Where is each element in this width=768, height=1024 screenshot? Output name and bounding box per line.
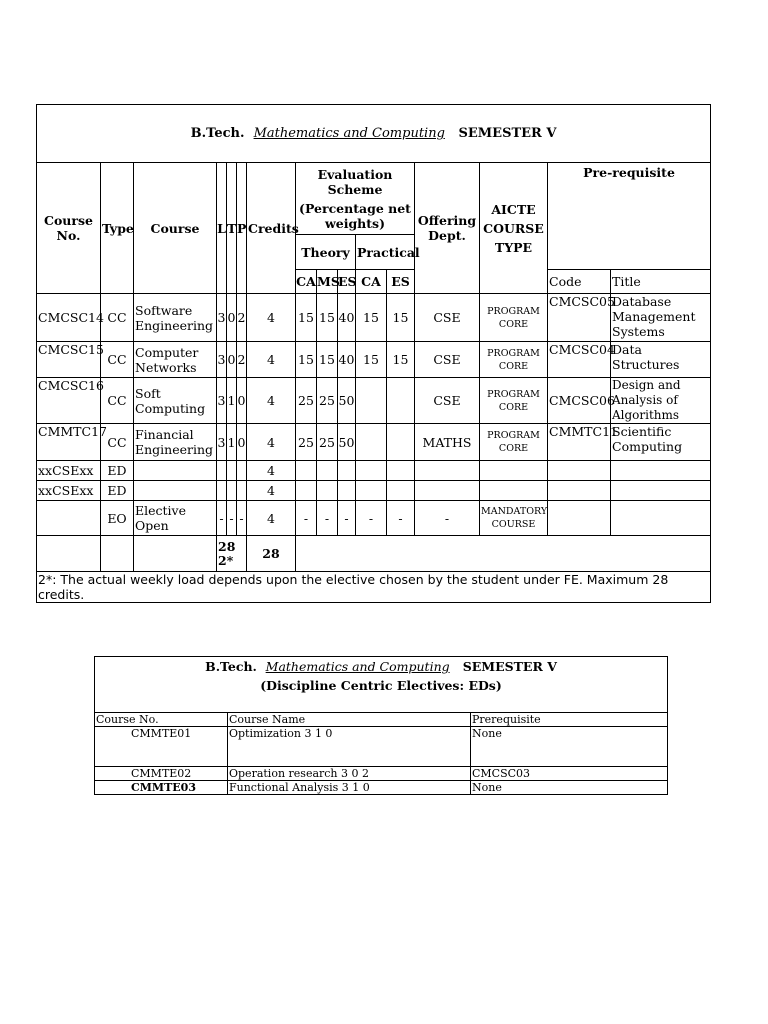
course-p: 0 (237, 378, 247, 424)
footnote: 2*: The actual weekly load depends upon the elective chosen by the student under FE. Maximum 28 credits. (37, 572, 711, 603)
course-p (237, 481, 247, 501)
course-practical-es (387, 461, 415, 481)
course-ms: - (317, 501, 338, 536)
course-type: ED (101, 461, 134, 481)
header-credits: Credits (247, 163, 296, 294)
course-no: CMCSC14 (37, 294, 101, 342)
total-empty-3 (134, 536, 217, 572)
prereq-title: Data Structures (611, 342, 711, 378)
total-row (37, 536, 711, 572)
course-l (217, 481, 227, 501)
table-row (37, 378, 711, 424)
header-prerequisite: Pre-requisite (548, 163, 711, 270)
course-aicte-type: MANDATORY COURSE (480, 501, 548, 536)
prereq-code: CMCSC05 (548, 294, 611, 342)
course-dept (415, 461, 480, 481)
course-aicte-type (480, 461, 548, 481)
course-es: 50 (338, 378, 356, 424)
header-es: ES (338, 270, 356, 294)
course-p: - (237, 501, 247, 536)
header-course-no: Course No. (37, 163, 101, 294)
course-ms: 15 (317, 342, 338, 378)
header-offering-dept: Offering Dept. (415, 163, 480, 294)
table-row (37, 481, 711, 501)
prereq-title: Database Management Systems (611, 294, 711, 342)
elective-header-row (95, 713, 668, 727)
header-course: Course (134, 163, 217, 294)
header-l: L (217, 163, 227, 294)
course-ca (296, 461, 317, 481)
course-t: 0 (227, 294, 237, 342)
course-p: 0 (237, 424, 247, 461)
table-row (95, 781, 668, 795)
title-semester: SEMESTER V (458, 126, 557, 141)
course-practical-ca: 15 (356, 342, 387, 378)
header-code: Code (548, 270, 611, 294)
course-name: Software Engineering (134, 294, 217, 342)
prereq-code (548, 501, 611, 536)
elective-title-semester: SEMESTER V (462, 659, 557, 674)
header-practical-es: ES (387, 270, 415, 294)
elective-table (94, 656, 668, 795)
course-practical-ca (356, 481, 387, 501)
course-p: 2 (237, 294, 247, 342)
course-t: 1 (227, 424, 237, 461)
course-ca: 15 (296, 294, 317, 342)
course-dept: - (415, 501, 480, 536)
course-practical-ca (356, 461, 387, 481)
table-title (37, 105, 711, 163)
prereq-code (548, 461, 611, 481)
course-credits: 4 (247, 481, 296, 501)
course-practical-es (387, 424, 415, 461)
course-t: 1 (227, 378, 237, 424)
course-practical-ca: - (356, 501, 387, 536)
course-aicte-type: PROGRAM CORE (480, 378, 548, 424)
course-type: EO (101, 501, 134, 536)
elective-course-name: Operation research 3 0 2 (228, 767, 471, 781)
elective-title-program: Mathematics and Computing (265, 659, 450, 674)
course-name (134, 481, 217, 501)
course-practical-es: - (387, 501, 415, 536)
course-t: - (227, 501, 237, 536)
course-es: 40 (338, 294, 356, 342)
course-es: 50 (338, 424, 356, 461)
course-aicte-type: PROGRAM CORE (480, 342, 548, 378)
elective-course-name: Optimization 3 1 0 (228, 727, 471, 767)
course-ms: 25 (317, 424, 338, 461)
header-type: Type (101, 163, 134, 294)
course-dept (415, 481, 480, 501)
elective-prereq: None (471, 727, 668, 767)
header-t: T (227, 163, 237, 294)
elective-course-no: CMMTE01 (95, 727, 228, 767)
header-aicte: AICTE COURSE TYPE (480, 163, 548, 294)
course-aicte-type: PROGRAM CORE (480, 424, 548, 461)
header-eval-scheme (296, 163, 415, 235)
course-ms (317, 461, 338, 481)
course-practical-ca (356, 378, 387, 424)
header-course-name: Course Name (228, 713, 471, 727)
course-aicte-type (480, 481, 548, 501)
footnote-row (37, 572, 711, 603)
course-no: CMCSC16 (37, 378, 101, 424)
header-prerequisite: Prerequisite (471, 713, 668, 727)
course-no (37, 501, 101, 536)
table-row (95, 767, 668, 781)
total-ltp: 28 2* (217, 536, 247, 572)
table-row (37, 501, 711, 536)
course-ca: 25 (296, 424, 317, 461)
header-course-no: Course No. (95, 713, 228, 727)
course-p: 2 (237, 342, 247, 378)
course-credits: 4 (247, 424, 296, 461)
course-ms (317, 481, 338, 501)
course-no: xxCSExx (37, 481, 101, 501)
course-type: CC (101, 294, 134, 342)
eval-scheme-label: Evaluation Scheme (317, 166, 393, 197)
title-prefix: B.Tech. (190, 126, 245, 141)
course-no: CMMTC17 (37, 424, 101, 461)
course-name: Computer Networks (134, 342, 217, 378)
prereq-title (611, 461, 711, 481)
course-credits: 4 (247, 378, 296, 424)
course-practical-es (387, 378, 415, 424)
course-l: 3 (217, 294, 227, 342)
course-ca (296, 481, 317, 501)
course-practical-es (387, 481, 415, 501)
total-empty-2 (101, 536, 134, 572)
prereq-code (548, 481, 611, 501)
header-title: Title (611, 270, 711, 294)
elective-prereq: CMCSC03 (471, 767, 668, 781)
course-practical-es: 15 (387, 294, 415, 342)
course-credits: 4 (247, 342, 296, 378)
course-es: 40 (338, 342, 356, 378)
course-type: CC (101, 342, 134, 378)
prereq-title: Design and Analysis of Algorithms (611, 378, 711, 424)
course-l: - (217, 501, 227, 536)
course-t (227, 481, 237, 501)
elective-course-name: Functional Analysis 3 1 0 (228, 781, 471, 795)
header-practical: Practical (356, 235, 415, 270)
course-name: Soft Computing (134, 378, 217, 424)
table-row (95, 727, 668, 767)
header-practical-ca: CA (356, 270, 387, 294)
prereq-code: CMCSC04 (548, 342, 611, 378)
course-credits: 4 (247, 294, 296, 342)
title-program: Mathematics and Computing (253, 126, 445, 141)
course-l: 3 (217, 342, 227, 378)
total-empty-1 (37, 536, 101, 572)
course-ca: 15 (296, 342, 317, 378)
course-type: CC (101, 378, 134, 424)
total-credits: 28 (247, 536, 296, 572)
course-aicte-type: PROGRAM CORE (480, 294, 548, 342)
course-dept: CSE (415, 294, 480, 342)
header-ms: MS (317, 270, 338, 294)
course-dept: CSE (415, 378, 480, 424)
header-row (37, 163, 711, 235)
course-name: Financial Engineering (134, 424, 217, 461)
header-theory: Theory (296, 235, 356, 270)
elective-title-prefix: B.Tech. (205, 659, 257, 674)
course-credits: 4 (247, 461, 296, 481)
course-es: - (338, 501, 356, 536)
prereq-title: Scientific Computing (611, 424, 711, 461)
course-practical-ca: 15 (356, 294, 387, 342)
prereq-title (611, 501, 711, 536)
elective-course-no: CMMTE03 (95, 781, 228, 795)
table-row (37, 294, 711, 342)
table-row (37, 424, 711, 461)
elective-prereq: None (471, 781, 668, 795)
table-title-row (37, 105, 711, 163)
course-no: CMCSC15 (37, 342, 101, 378)
table-row (37, 342, 711, 378)
course-ca: 25 (296, 378, 317, 424)
elective-title (95, 657, 668, 713)
elective-subtitle: (Discipline Centric Electives: EDs) (260, 678, 502, 693)
course-practical-ca (356, 424, 387, 461)
course-credits: 4 (247, 501, 296, 536)
semester-course-table (36, 104, 711, 603)
prereq-title (611, 481, 711, 501)
course-p (237, 461, 247, 481)
course-name (134, 461, 217, 481)
course-es (338, 481, 356, 501)
elective-course-no: CMMTE02 (95, 767, 228, 781)
header-p: P (237, 163, 247, 294)
course-t (227, 461, 237, 481)
course-dept: CSE (415, 342, 480, 378)
course-type: ED (101, 481, 134, 501)
prereq-code: CMCSC06 (548, 378, 611, 424)
course-l: 3 (217, 424, 227, 461)
course-l (217, 461, 227, 481)
course-t: 0 (227, 342, 237, 378)
course-es (338, 461, 356, 481)
eval-scheme-sub: (Percentage net weights) (299, 200, 411, 231)
course-dept: MATHS (415, 424, 480, 461)
course-no: xxCSExx (37, 461, 101, 481)
elective-title-row (95, 657, 668, 713)
course-name: Elective Open (134, 501, 217, 536)
course-l: 3 (217, 378, 227, 424)
total-empty-rest (296, 536, 711, 572)
course-practical-es: 15 (387, 342, 415, 378)
course-type: CC (101, 424, 134, 461)
table-row (37, 461, 711, 481)
prereq-code: CMMTC11 (548, 424, 611, 461)
course-ms: 15 (317, 294, 338, 342)
course-ca: - (296, 501, 317, 536)
course-ms: 25 (317, 378, 338, 424)
header-ca: CA (296, 270, 317, 294)
